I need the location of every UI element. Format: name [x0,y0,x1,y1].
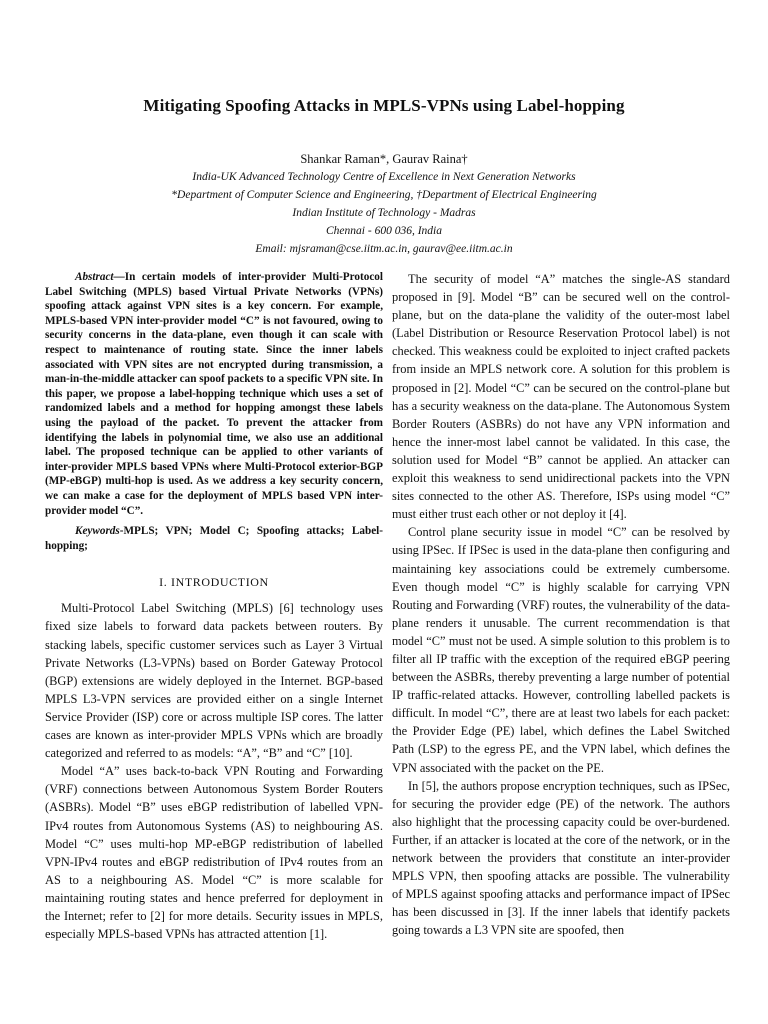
author-email: Email: mjsraman@cse.iitm.ac.in, gaurav@ee.iitm.ac.in [255,243,513,255]
affiliation-line: India-UK Advanced Technology Centre of Excellence in Next Generation Networks [192,171,576,183]
body-paragraph: The security of model “A” matches the single-AS standard proposed in [9]. Model “B” can be secured well on the control-plane, but on the data-plane the validity of the outer-most label (Label Distribution or Resource Reservation Protocol label) is not checked. This weakness could be exploited to inject crafted packets from inside an MPLS network core. A solution for this problem is proposed in [2]. Model “C” can be secured on the control-plane but has a security weakness on the data-plane. The Autonomous System Border Routers (ASBRs) do not have any VPN information and hence the inner-most label cannot be validated. In this case, the solution used for Model “B” cannot be applied. An attacker can exploit this weakness to send unidirectional packets into the VPN sites connected to the other AS. Therefore, ISPs using model “C” must either trust each other or not deploy it [4]. [392,272,730,522]
author-block [0,150,768,258]
body-paragraph: Model “A” uses back-to-back VPN Routing and Forwarding (VRF) connections between Autonomous System Border Routers (ASBRs). Model “B” uses eBGP redistribution of labelled VPN-IPv4 routes from Autonomous Systems (AS) to neighbouring AS. Model “C” uses multi-hop MP-eBGP redistribution of labelled VPN-IPv4 routes and eBGP redistribution of IPv4 routes from an AS to a neighbouring AS. Model “C” is more scalable for maintaining routing states and hence preferred for deployment in the Internet; refer to [2] for more details. Security issues in MPLS, especially MPLS-based VPNs has attracted attention [1]. [45,764,383,942]
keywords [45,524,383,553]
affiliation-line: *Department of Computer Science and Engineering, †Department of Electrical Engineering [171,189,597,201]
abstract [45,270,383,518]
body-paragraph: Control plane security issue in model “C” can be resolved by using IPSec. If IPSec is used in the data-plane then configuring and maintaining key associations could be extremely cumbersome. Even though model “C” is highly scalable for carrying VPN Routing and Forwarding (VRF) routes, the vulnerability of the data-plane renders it unusable. The current recommendation is that model “C” must not be used. A simple solution to this problem is to filter all IP traffic with the exception of the required eBGP peering between the ASBRs, thereby preventing a large number of potential IP traffic-related attacks. However, controlling labelled packets is difficult. In model “C”, there are at least two labels for each packet: the Provider Edge (PE) label, which defines the Label Switched Path (LSP) to the egress PE, and the VPN label, which defines the VPN associated with the packet on the PE. [392,525,730,775]
author-names: Shankar Raman*, Gaurav Raina† [300,152,468,166]
affiliation-line: Indian Institute of Technology - Madras [292,207,476,219]
left-column [45,270,383,943]
abstract-label: Abstract [75,271,114,283]
paper-title: Mitigating Spoofing Attacks in MPLS-VPNs using Label-hopping [143,96,625,115]
affiliation-line: Chennai - 600 036, India [326,225,442,237]
right-column [392,270,730,939]
body-paragraph: Multi-Protocol Label Switching (MPLS) [6] technology uses fixed size labels to forward data packets between routers. By stacking labels, specific customer services such as Layer 3 Virtual Private Networks (L3-VPNs) based on Border Gateway Protocol (BGP) extensions are widely deployed in the Internet. BGP-based MPLS L3-VPN services are provided either on a single Internet Service Provider (ISP) core or across multiple ISP cores. The latter cases are known as inter-provider MPLS VPNs which are broadly categorized and referred to as models: “A”, “B” and “C” [10]. [45,601,383,761]
abstract-text: —In certain models of inter-provider Multi-Protocol Label Switching (MPLS) based Virtual Private Networks (VPNs) spoofing attack against VPN sites is a key concern. For example, MPLS-based VPN inter-provider model “C” is not favoured, owing to security concerns in the data-plane, even though it can scale with respect to maintenance of routing state. Since the inner labels associated with VPN sites are not encrypted during transmission, a man-in-the-middle attacker can spoof packets to a specific VPN site. In this paper, we propose a label-hopping technique which uses a set of randomized labels and a method for hopping amongst these labels using the payload of the packet. To prevent the attacker from identifying the labels in polynomial time, we also use an additional label. The proposed technique can be applied to other variants of inter-provider MPLS based VPNs where Multi-Protocol exterior-BGP (MP-eBGP) multi-hop is used. As we address a key security concern, we can make a case for the deployment of MPLS based VPN inter-provider model “C”. [45,271,383,517]
keywords-text: -MPLS; VPN; Model C; Spoofing attacks; Label-hopping; [45,525,383,552]
body-paragraph: In [5], the authors propose encryption techniques, such as IPSec, for securing the provider edge (PE) of the network. The authors also highlight that the processing capacity could be over-burdened. Further, if an attacker is located at the core of the network, or in the network between the providers that constitute an inter-provider MPLS VPN, then spoofing attacks are possible. The vulnerability of MPLS against spoofing attacks and performance impact of IPSec has been discussed in [3]. If the inner labels that identify packets going towards a L3 VPN site are spoofed, then [392,778,730,938]
section-heading: I. INTRODUCTION [159,575,269,590]
keywords-label: Keywords [75,525,120,538]
